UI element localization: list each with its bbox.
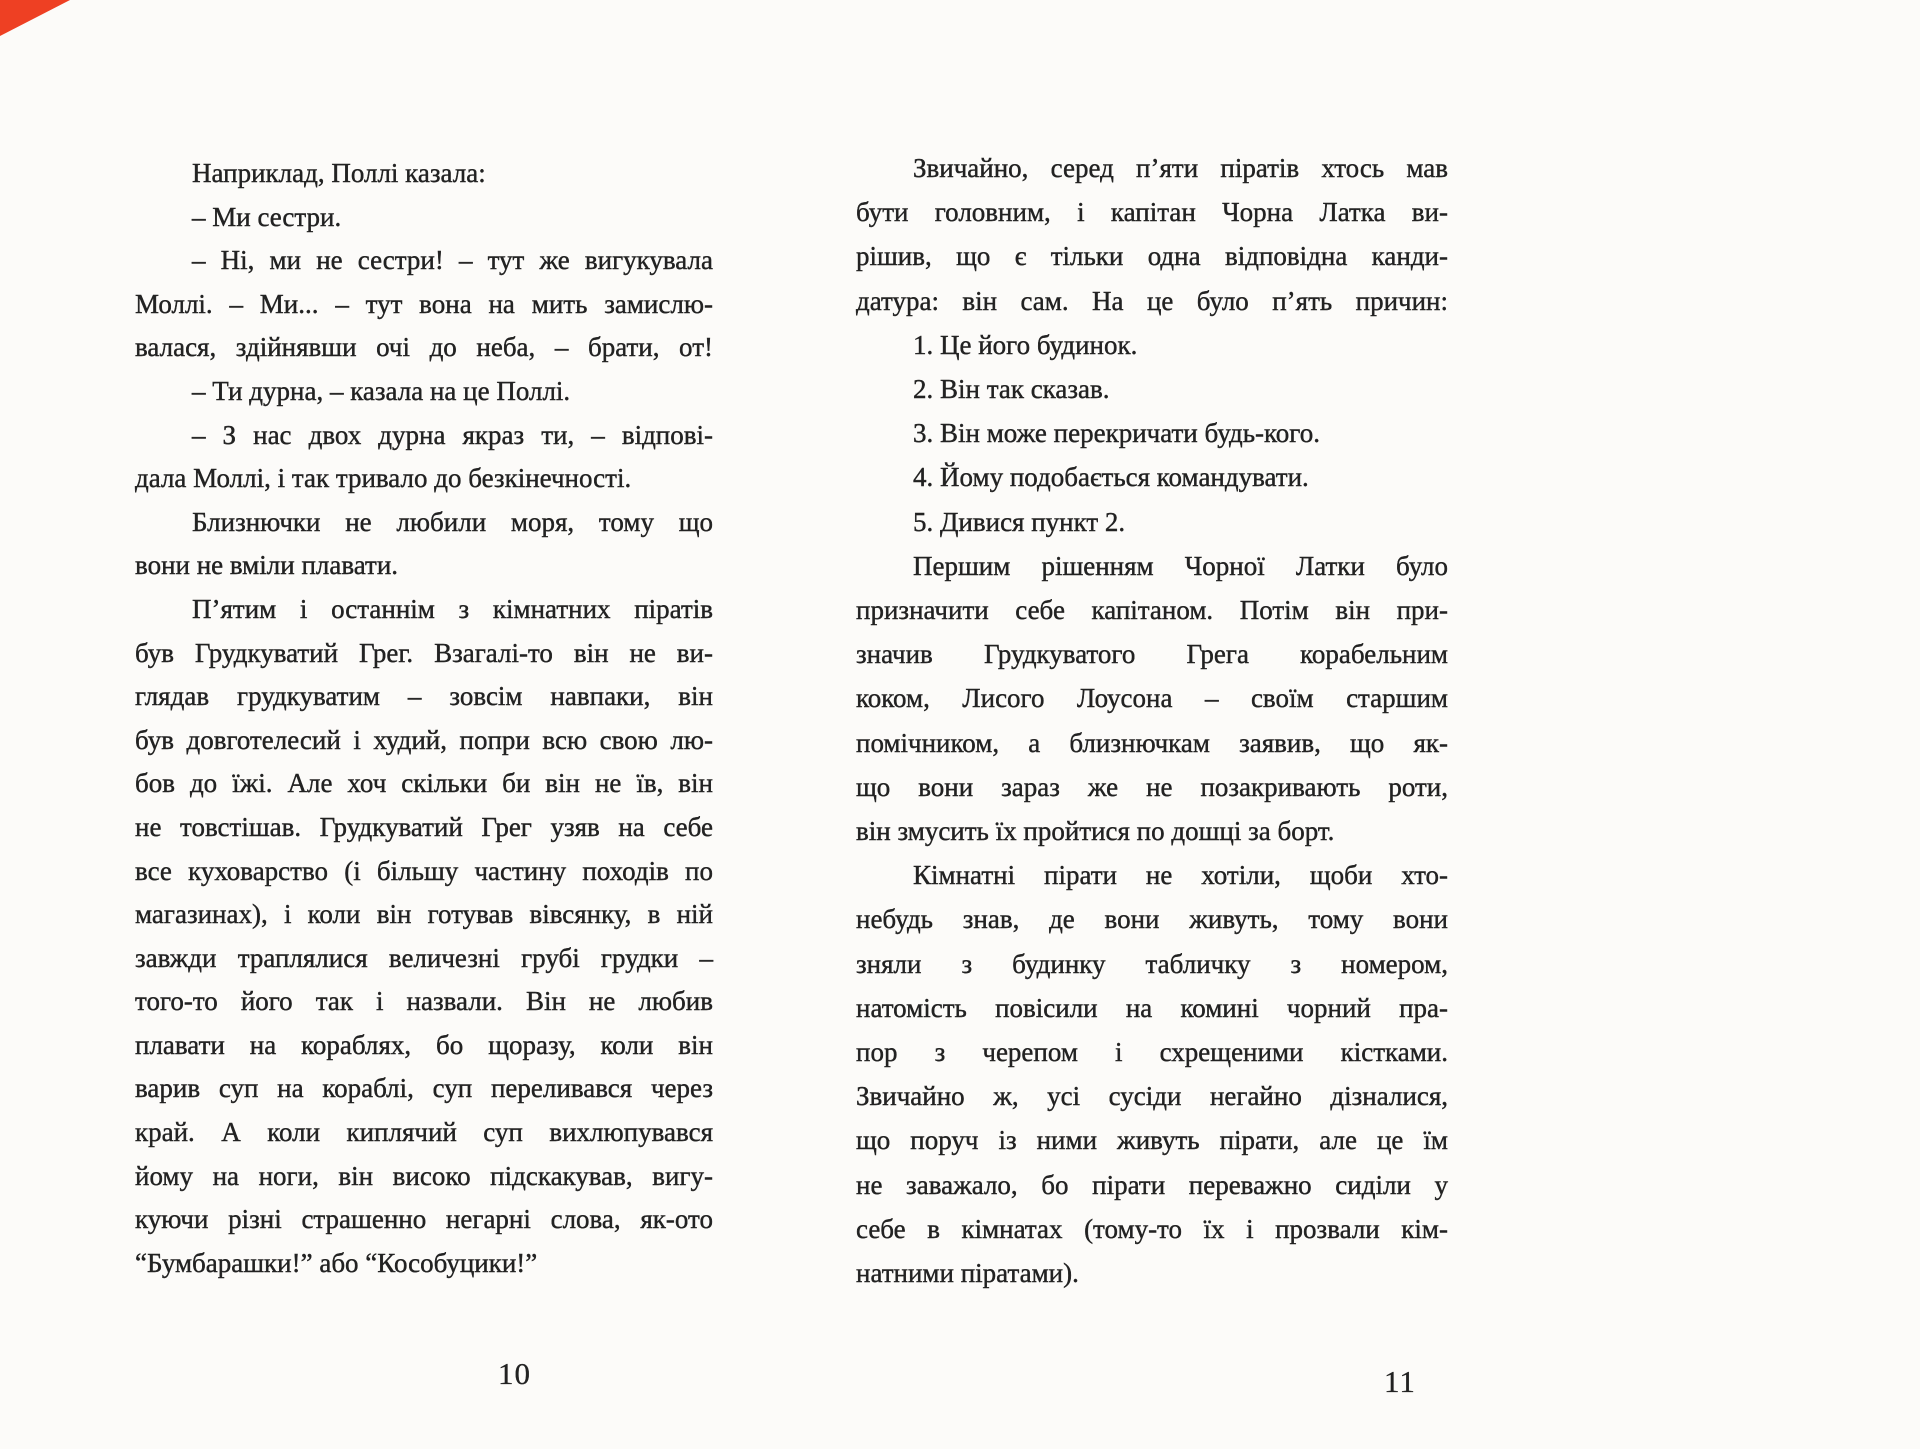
text-line: Близнючки не любили моря, тому що [192, 506, 713, 537]
text-line: 3. Він може перекричати будь-кого. [913, 418, 1320, 449]
text-line: 4. Йому подобається командувати. [913, 462, 1309, 493]
left-page-number: 10 [498, 1356, 531, 1391]
text-line: значив Грудкуватого Грега корабельним [856, 639, 1448, 670]
text-line: себе в кімнатах (тому-то їх і прозвали кім- [856, 1213, 1448, 1244]
text-line: коком, Лисого Лоусона – своїм старшим [856, 683, 1448, 714]
right-page-number: 11 [1384, 1364, 1416, 1399]
text-line: 2. Він так сказав. [913, 374, 1110, 405]
text-line: магазинах), і коли він готував вівсянку, в ній [135, 899, 713, 930]
text-line: – Ти дурна, – казала на це Поллі. [192, 375, 571, 406]
text-line: того-то його так і назвали. Він не любив [135, 986, 713, 1017]
text-line: – Ні, ми не сестри! – тут же вигукувала [192, 245, 713, 276]
text-line: бов до їжі. Але хоч скільки би він не їв, він [135, 768, 713, 799]
text-line: 1. Це його будинок. [913, 329, 1138, 360]
text-line: рішив, що є тільки одна відповідна канди- [856, 241, 1448, 272]
text-line: Звичайно, серед п’яти піратів хтось мав [913, 153, 1448, 183]
text-line: що поруч із ними живуть пірати, але це їм [856, 1125, 1448, 1156]
text-line: П’ятим і останнім з кімнатних піратів [192, 593, 713, 624]
text-line: зняли з будинку табличку з номером, [856, 948, 1448, 979]
left-page-text-column [135, 152, 713, 1285]
text-line: – Ми сестри. [192, 201, 342, 232]
text-line: небудь знав, де вони живуть, тому вони [856, 904, 1448, 935]
left-page [135, 152, 713, 1285]
text-line: помічником, а близнючкам заявив, що як- [856, 727, 1448, 758]
text-line: призначити себе капітаном. Потім він при- [856, 595, 1448, 626]
text-line: був довготелесий і худий, попри всю свою лю- [135, 724, 713, 755]
text-line: натомість повісили на комині чорний пра- [856, 992, 1448, 1023]
text-line: бути головним, і капітан Чорна Латка ви- [856, 197, 1448, 228]
text-line: край. А коли киплячий суп вихлюпувався [135, 1117, 713, 1148]
text-line: варив суп на кораблі, суп переливався через [135, 1073, 713, 1104]
text-line: йому на ноги, він високо підскакував, вигу- [135, 1160, 713, 1191]
text-line: він змусить їх пройтися по дошці за борт. [856, 816, 1335, 847]
text-line: дала Моллі, і так тривало до безкінечності. [135, 463, 632, 494]
text-line: натними піратами). [856, 1258, 1079, 1289]
text-line: куючи різні страшенно негарні слова, як-ото [135, 1204, 713, 1235]
text-line: датура: він сам. На це було п’ять причин: [856, 285, 1448, 316]
text-line: Моллі. – Ми... – тут вона на мить замислю- [135, 288, 713, 319]
right-page-text-column [856, 146, 1448, 1295]
text-line: не товстішав. Грудкуватий Грег узяв на себе [135, 811, 713, 842]
text-line: завжди траплялися величезні грубі грудки – [135, 942, 713, 973]
text-line: 5. Дивися пункт 2. [913, 506, 1126, 537]
corner-bookmark-icon [0, 0, 70, 36]
text-line: вони не вміли плавати. [135, 550, 399, 581]
text-line: Звичайно ж, усі сусіди негайно дізналися, [856, 1081, 1448, 1112]
text-line: пор з черепом і схрещеними кістками. [856, 1037, 1448, 1068]
text-line: не заважало, бо пірати переважно сиділи у [856, 1169, 1448, 1200]
text-line: – З нас двох дурна якраз ти, – відпові- [192, 419, 713, 450]
text-line: плавати на кораблях, бо щоразу, коли він [135, 1029, 713, 1060]
text-line: валася, здійнявши очі до неба, – брати, от! [135, 332, 713, 363]
text-line: був Грудкуватий Грег. Взагалі-то він не ви- [135, 637, 713, 668]
text-line: Першим рішенням Чорної Латки було [913, 550, 1448, 581]
text-line: Наприклад, Поллі казала: [192, 158, 486, 188]
text-line: що вони зараз же не позакривають роти, [856, 771, 1448, 802]
text-line: все куховарство (і більшу частину походів по [135, 855, 713, 886]
text-line: Кімнатні пірати не хотіли, щоби хто- [913, 860, 1448, 891]
right-page [856, 146, 1448, 1295]
text-line: глядав грудкуватим – зовсім навпаки, він [135, 681, 713, 712]
text-line: “Бумбарашки!” або “Кособуцики!” [135, 1247, 538, 1278]
